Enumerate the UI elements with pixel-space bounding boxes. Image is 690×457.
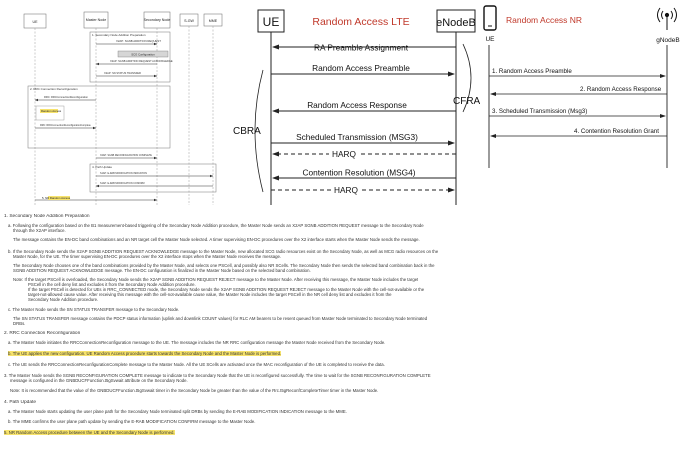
participant-mme: MME [208, 19, 218, 23]
doc-line-12: target-not-allowed cause value. After receiving this message with the cell-not-available cause value, the Master Node includes the target PSCell in the NR cell deny list and excludes it from the [28, 292, 392, 297]
frame-section-4-label: 4. Path Update [92, 165, 113, 169]
doc-line-22: message is configured in the GNBDUCFFunction.t5gSvwait attribute on the Secondary Node. [10, 378, 188, 383]
doc-line-19-text: b. The UE applies the new configuration. UE Random Access procedure starts towards the Secondary Node and the Master Node is performed. [8, 351, 282, 356]
lte-msg-ra-preamble: Random Access Preamble [312, 63, 410, 73]
nr-msg-3: 3. Scheduled Transmission (Msg3) [492, 108, 588, 115]
doc-line-25: a. The Master Node starts updating the user plane path for the Secondary Node terminated split DRBs by sending the E-RAB MODIFICATION INDICATION message to the MME. [8, 409, 347, 414]
doc-line-19 [8, 351, 281, 356]
doc-line-02: a. Following the configuration based on the B1 measurement-based triggering of the Secondary Node Addition procedure, the Master Node sends an X2AP SGNB ADDITION REQUEST message to the Secondary Node [8, 223, 424, 228]
msg-nr-ra: 5. NR Random Access [42, 196, 71, 200]
nr-msg-4: 4. Contention Resolution Grant [574, 128, 659, 135]
participant-secondary-node: Secondary Node [143, 18, 171, 22]
msg-add-req: X2AP: SGNB ADDITION REQUEST [116, 39, 161, 43]
doc-heading-4: 4. Path Update [4, 400, 37, 405]
lte-msg-msg3: Scheduled Transmission (MSG3) [296, 132, 418, 142]
msg-rrc-complete: RRC: RRCConnectionReconfigurationComplete [40, 124, 91, 127]
phone-icon [484, 6, 496, 30]
nr-msg-2: 2. Random Access Response [580, 86, 662, 93]
doc-line-04: The message contains the EN-DC band combinations and an NR target cell the Master Node selected. A timer supervising EN-DC procedures over the X2 interface starts when the Master Node sends the message. [13, 237, 420, 242]
lte-title: Random Access LTE [312, 16, 410, 28]
msg-add-ack: X2AP: SGNB ADDITION REQUEST ACKNOWLEDGE [110, 60, 173, 63]
nr-ue-label: UE [485, 36, 495, 43]
en-dc-sequence-diagram [0, 0, 225, 210]
procedure-description [0, 211, 690, 457]
participant-ue: UE [32, 20, 38, 24]
msg-erab-conf: S1AP: E-RAB MODIFICATION CONFIRM [100, 182, 145, 185]
msg-sn-status: X2AP: SN STATUS TRANSFER [104, 72, 141, 75]
lte-msg-ra-preamble-assignment: RA Preamble Assignment [313, 42, 409, 53]
nr-title: Random Access NR [506, 15, 583, 25]
doc-line-15: The SN STATUS TRANSFER message contains the PDCP status information (uplink and downlink COUNT values) for RLC AM bearers to be resent queued from Master Node terminated to Secondary Node terminated [13, 316, 428, 321]
doc-line-21: 3. The Master Node sends the SGNB RECONFIGURATION COMPLETE message to indicate to the Secondary Node that the UE is reconfigured successfully. The time to wait for the SGNB RECONFIGURATION COMPLETE [4, 373, 431, 378]
doc-heading-2: 2. RRC Connection Reconfiguration [4, 331, 81, 336]
doc-line-27-text: 5. NR Random Access procedure between the UE and the Secondary Node is performed. [4, 430, 175, 435]
lte-msg-harq-1: HARQ [332, 149, 356, 159]
doc-line-16: DRBs. [13, 321, 26, 326]
msg-rrc-reconf: RRC: RRCConnectionReconfiguration [44, 96, 88, 99]
lte-ue-label: UE [262, 15, 280, 29]
nr-gnodeb-label: gNodeB [656, 37, 680, 44]
box-random-access-label: Random Access [41, 109, 62, 113]
box-scg-config-label: SCG Configuration [131, 52, 155, 57]
doc-note-2: Note: It is recommended that the value of the GNBDUCFFunction.t5gSvwait timer in the Secondary Node be greater than the value of the Rrc.t5gReconfCompleteTimer timer in the Master Node. [10, 388, 379, 393]
participant-master-node: Master Node [85, 18, 107, 22]
doc-line-06: Master Node, for the UE. The timer supervising EN-DC procedures over the X2 interface stops when the Master Node receives the message. [13, 254, 282, 259]
doc-line-20: c. The UE sends the RRCConnectionReconfigurationComplete message to the Master Node. All the UE SCells are activated once the MAC reconfiguration of the UE is completed to receive the data. [8, 362, 385, 367]
lte-cbra-label: CBRA [233, 126, 261, 137]
participant-sgw: S-GW [184, 19, 194, 23]
doc-line-18: a. The Master Node initiates the RRCConnectionReconfiguration message to the UE. The message includes the NR RRC configuration message the Master Node received from the Secondary Node. [8, 340, 386, 345]
lte-msg-harq-2: HARQ [334, 185, 358, 195]
lte-random-access-diagram [225, 0, 480, 210]
doc-line-05: b. If the Secondary Node sends the X2AP SGNB ADDITION REQUEST ACKNOWLEDGE message to the Master Node, new allocated SCG radio resources exist on the Secondary Node, as well as MCG radio resources on the [8, 249, 439, 254]
doc-line-08: SGNB ADDITION REQUEST ACKNOWLEDGE message. The EN-DC configuration is finalized in the Master Node based on the selected band combination. [13, 268, 311, 273]
lte-msg-msg4: Contention Resolution (MSG4) [302, 167, 416, 178]
lte-msg-ra-response: Random Access Response [307, 100, 407, 110]
nr-msg-1: 1. Random Access Preamble [492, 68, 572, 75]
lte-enodeb-label: eNodeB [436, 17, 476, 29]
doc-note-1: Note: If the target PSCell is overloaded, the Secondary Node sends the X2AP SGNB ADDITION REQUEST REJECT message to the Master Node. After receiving this message, the Master Node includes the target [13, 277, 419, 282]
doc-line-14: c. The Master Node sends the SN STATUS TRANSFER message to the Secondary Node. [8, 307, 180, 312]
doc-line-27 [4, 430, 175, 435]
doc-line-11: If the target PSCell is detected for UEs in RRC_CONNECTED mode, the Secondary Node sends the X2AP SGNB ADDITION REQUEST REJECT message to the Master Node with the cell-not-available or the [28, 287, 425, 292]
doc-line-26: b. The MME confirms the user plane path update by sending the E-RAB MODIFICATION CONFIRM message to the Master Node. [8, 419, 256, 424]
msg-reconf-complete: X2AP: SGNB RECONFIGURATION COMPLETE [100, 154, 152, 157]
doc-heading-1: 1. Secondary Node Addition Preparation [4, 214, 90, 219]
doc-line-07: The Secondary Node chooses one of the band combinations provided by the Master Node, and selects one PSCell, and possibly also NR SCells. The Secondary Node then sends the selected band combination back in the [13, 263, 435, 268]
lte-cfra-label: CFRA [453, 96, 481, 107]
doc-line-10: PSCell in the cell deny list and excludes it from the Secondary Node Addition procedure. [28, 282, 196, 287]
doc-line-13: Secondary Node Addition procedure. [28, 297, 99, 302]
nr-random-access-diagram [480, 0, 690, 170]
msg-erab-ind: S1AP: E-RAB MODIFICATION INDICATION [100, 172, 147, 175]
doc-line-03: through the X2AP interface. [13, 228, 66, 233]
frame-section-1-label: 1. Secondary Node Addition Preparation [92, 33, 146, 37]
frame-section-2-label: 2. RRC Connection Reconfiguration [30, 87, 78, 91]
